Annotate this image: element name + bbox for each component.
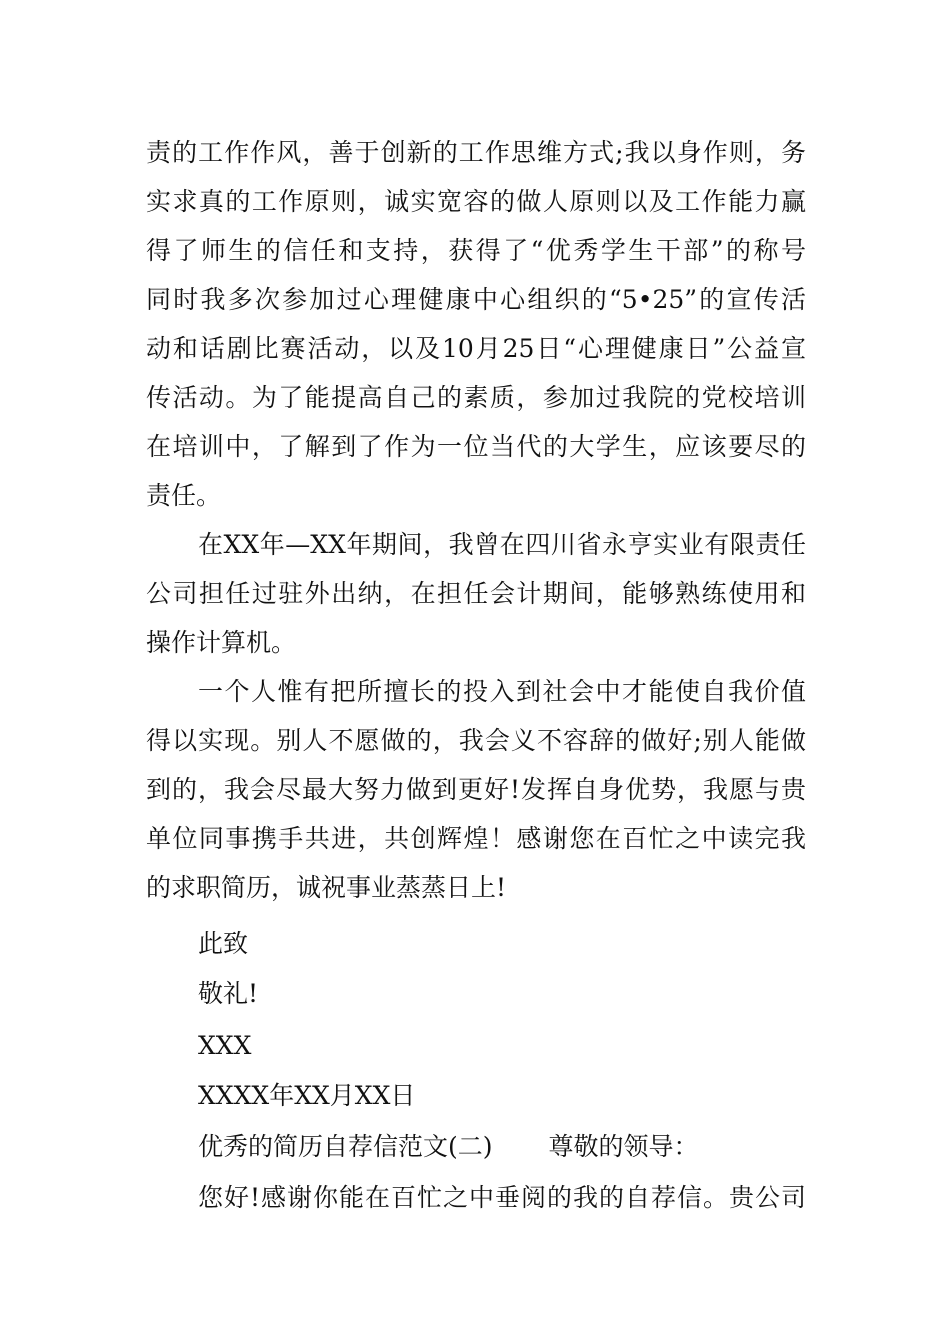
paragraph-line: 一个人惟有把所擅长的投入到社会中才能使自我价值: [198, 677, 806, 706]
closing-salutation: 此致: [198, 929, 249, 958]
signature: XXX: [198, 1031, 252, 1060]
paragraph-line: 到的，我会尽最大努力做到更好!发挥自身优势，我愿与贵: [146, 775, 806, 804]
paragraph-line: 责任。: [146, 481, 222, 510]
closing-regards: 敬礼!: [198, 979, 259, 1008]
paragraph-line: 动和话剧比赛活动，以及10月25日“心理健康日”公益宣: [146, 334, 806, 363]
paragraph-line: 同时我多次参加过心理健康中心组织的“5•25”的宣传活: [146, 285, 806, 314]
paragraph-line: 责的工作作风，善于创新的工作思维方式;我以身作则，务: [146, 138, 806, 167]
paragraph-line: 操作计算机。: [146, 628, 297, 657]
paragraph-line: 在XX年—XX年期间，我曾在四川省永亨实业有限责任: [198, 530, 806, 559]
next-letter-heading: [198, 1127, 806, 1167]
paragraph-line: 得以实现。别人不愿做的，我会义不容辞的做好;别人能做: [146, 726, 806, 755]
paragraph-line: 的求职简历，诚祝事业蒸蒸日上!: [146, 873, 507, 902]
letter-date: XXXX年XX月XX日: [198, 1081, 416, 1110]
paragraph-line: 单位同事携手共进，共创辉煌！感谢您在百忙之中读完我: [146, 824, 806, 853]
next-letter-first-line: 您好!感谢你能在百忙之中垂阅的我的自荐信。贵公司: [198, 1183, 806, 1212]
paragraph-line: 在培训中，了解到了作为一位当代的大学生，应该要尽的: [146, 432, 806, 461]
paragraph-line: 实求真的工作原则，诚实宽容的做人原则以及工作能力赢: [146, 187, 806, 216]
next-letter-title: 优秀的简历自荐信范文(二): [198, 1132, 493, 1161]
paragraph-line: 得了师生的信任和支持，获得了“优秀学生干部”的称号: [146, 236, 806, 265]
next-letter-greeting: 尊敬的领导：: [548, 1132, 699, 1161]
paragraph-line: 公司担任过驻外出纳，在担任会计期间，能够熟练使用和: [146, 579, 806, 608]
paragraph-line: 传活动。为了能提高自己的素质，参加过我院的党校培训: [146, 383, 806, 412]
